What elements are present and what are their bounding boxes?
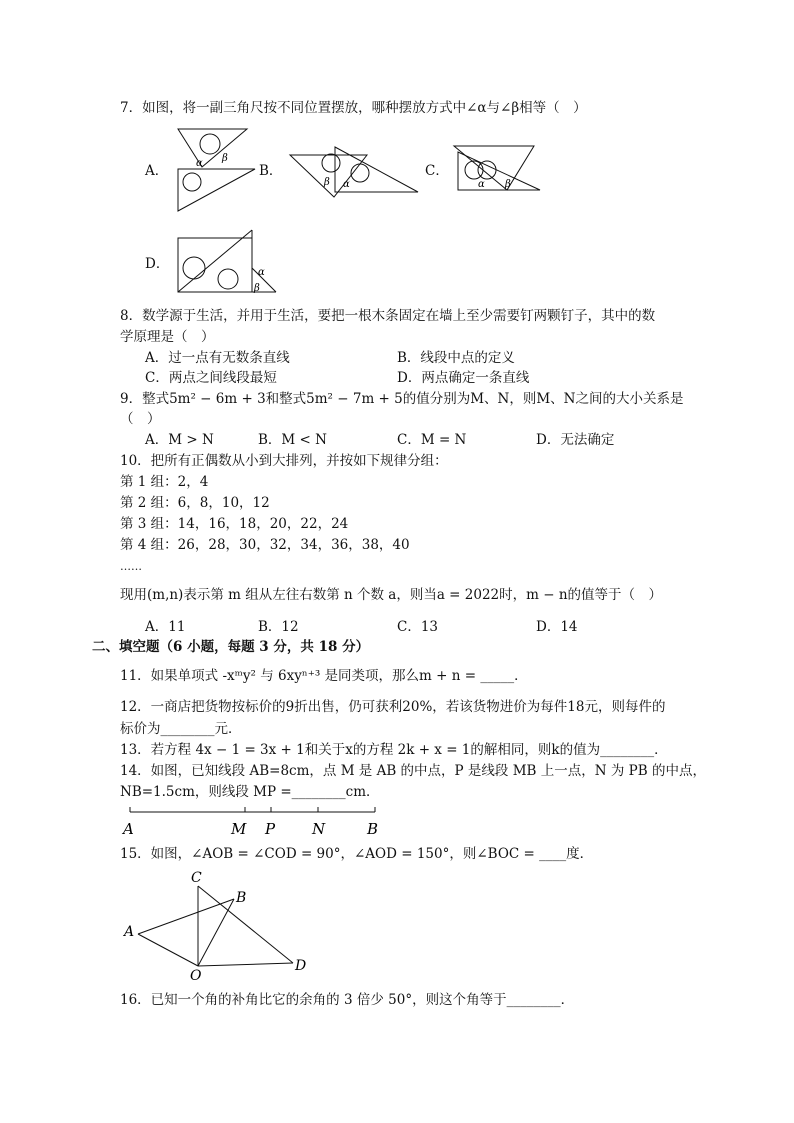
q15-point-c: C — [191, 870, 202, 886]
q7a-beta: β — [222, 153, 228, 164]
q7-label-d: D． — [145, 256, 170, 272]
q8-line1: 8．数学源于生活，并用于生活，要把一根木条固定在墙上至少需要钉两颗钉子，其中的数 — [120, 308, 656, 324]
q10-option-c: C．13 — [397, 619, 439, 635]
q14-line2: NB=1.5cm，则线段 MP =________cm． — [120, 784, 380, 800]
q7-figure-d — [176, 228, 281, 298]
q16-text: 16．已知一个角的补角比它的余角的 3 倍少 50°，则这个角等于________． — [120, 992, 575, 1008]
q7b-beta: β — [324, 177, 330, 188]
q7-label-a: A． — [145, 163, 169, 179]
q10-option-d: D．14 — [536, 619, 578, 635]
q9-line2: （ ） — [120, 411, 161, 427]
q14-point-b: B — [367, 820, 379, 838]
section-title-fill-in: 二、填空题（6 小题，每题 3 分，共 18 分） — [92, 639, 370, 655]
q14-point-m: M — [231, 820, 247, 838]
q8-option-d: D．两点确定一条直线 — [397, 370, 530, 386]
q10-ellipsis: …… — [120, 560, 142, 573]
q12-line2: 标价为________元． — [120, 721, 242, 737]
q10-group-2: 第 2 组：6，8，10，12 — [120, 495, 270, 511]
q11-text: 11．如果单项式 -xᵐy² 与 6xyⁿ⁺³ 是同类项，那么m + n = _____． — [120, 668, 528, 684]
q7-label-c: C． — [425, 163, 449, 179]
q15-point-a: A — [124, 924, 135, 940]
q8-option-c: C．两点之间线段最短 — [145, 370, 277, 386]
q7b-alpha: α — [343, 179, 350, 190]
q7d-beta: β — [254, 283, 260, 294]
q9-option-a: A．M > N — [145, 432, 214, 448]
q7-stem: 7．如图，将一副三角尺按不同位置摆放，哪种摆放方式中∠α与∠β相等（ ） — [120, 100, 587, 116]
q15-point-d: D — [295, 958, 307, 974]
q7a-alpha: α — [196, 158, 203, 169]
q15-angle-figure — [120, 866, 320, 986]
q7c-beta: β — [505, 179, 511, 190]
q7-figure-a — [175, 125, 265, 215]
q14-line1: 14．如图，已知线段 AB=8cm，点 M 是 AB 的中点，P 是线段 MB 上一点，N 为 PB 的中点， — [120, 763, 706, 779]
q9-line1: 9．整式5m² − 6m + 3和整式5m² − 7m + 5的值分别为M、N，则M、N之间的大小关系是 — [120, 391, 684, 407]
q7-figure-b — [288, 145, 423, 200]
q8-option-a: A．过一点有无数条直线 — [145, 350, 290, 366]
q15-point-b: B — [236, 890, 247, 906]
q8-line2: 学原理是（ ） — [120, 329, 215, 345]
q14-point-a: A — [123, 820, 134, 838]
q7c-alpha: α — [478, 179, 485, 190]
q10-option-b: B．12 — [258, 619, 299, 635]
q12-line1: 12．一商店把货物按标价的9折出售，仍可获利20%，若该货物进价为每件18元，则每件的 — [120, 699, 666, 715]
q9-option-c: C．M = N — [397, 432, 467, 448]
q14-segment-figure — [115, 802, 395, 840]
q9-option-d: D．无法确定 — [536, 432, 615, 448]
q10-stem: 10．把所有正偶数从小到大排列，并按如下规律分组： — [120, 453, 448, 469]
q15-text: 15．如图，∠AOB = ∠COD = 90°，∠AOD = 150°，则∠BOC = ____度． — [120, 846, 594, 862]
q14-point-n: N — [312, 820, 326, 838]
q14-point-p: P — [265, 820, 276, 838]
q10-group-1: 第 1 组：2，4 — [120, 474, 209, 490]
q7-figure-c — [452, 142, 542, 192]
q15-point-o: O — [190, 968, 202, 984]
q8-option-b: B．线段中点的定义 — [397, 350, 515, 366]
q10-option-a: A．11 — [145, 619, 186, 635]
q7-label-b: B． — [259, 163, 283, 179]
q10-question: 现用(m,n)表示第 m 组从左往右数第 n 个数 a，则当a = 2022时，m − n的值等于（ ） — [120, 587, 663, 603]
q13-text: 13．若方程 4x − 1 = 3x + 1和关于x的方程 2k + x = 1的解相同，则k的值为________． — [120, 742, 668, 758]
q10-group-4: 第 4 组：26，28，30，32，34，36，38，40 — [120, 537, 410, 553]
q7d-alpha: α — [258, 267, 265, 278]
q9-option-b: B．M < N — [258, 432, 327, 448]
q10-group-3: 第 3 组：14，16，18，20，22，24 — [120, 516, 349, 532]
